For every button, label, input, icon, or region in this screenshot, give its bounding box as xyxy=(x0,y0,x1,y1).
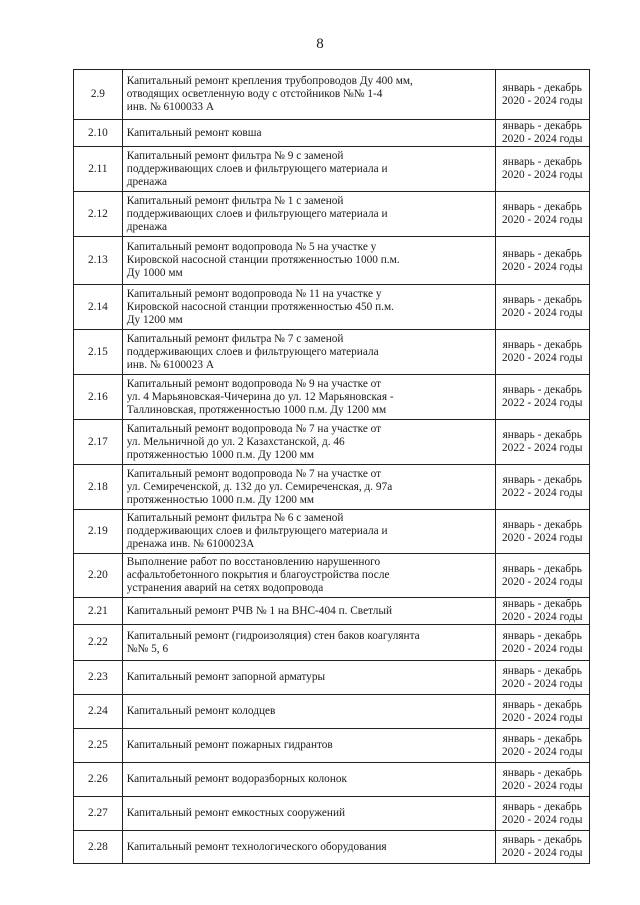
period-months: январь - декабрь xyxy=(502,384,582,396)
period-years: 2020 - 2024 годы xyxy=(502,813,583,826)
table-row xyxy=(74,285,590,330)
description-line: Капитальный ремонт водоразборных колонок xyxy=(126,773,348,785)
description-line: Капитальный ремонт (гидроизоляция) стен баков коагулянта xyxy=(126,629,420,642)
description-line: Капитальный ремонт водопровода № 11 на участке у xyxy=(126,287,382,300)
works-table xyxy=(73,69,590,864)
row-number: 2.13 xyxy=(74,237,123,285)
table-row xyxy=(74,729,590,763)
work-period xyxy=(495,763,590,797)
description-line: инв. № 6100033 А xyxy=(126,101,214,113)
table-row xyxy=(74,420,590,465)
period-months: январь - декабрь xyxy=(502,294,582,306)
work-period xyxy=(495,420,590,465)
table-row xyxy=(74,510,590,554)
description-line: Ду 1000 мм xyxy=(126,267,183,279)
work-description xyxy=(122,147,495,192)
work-description xyxy=(122,375,495,420)
period-months: январь - декабрь xyxy=(502,474,582,486)
table-row xyxy=(74,598,590,625)
period-years: 2020 - 2024 годы xyxy=(502,260,583,273)
table-row xyxy=(74,147,590,192)
description-line: поддерживающих слоев и фильтрующего материала и xyxy=(126,162,388,175)
row-number: 2.24 xyxy=(74,695,123,729)
period-months: январь - декабрь xyxy=(502,120,582,132)
description-line: Капитальный ремонт крепления трубопроводов Ду 400 мм, xyxy=(126,75,413,87)
work-description xyxy=(122,192,495,237)
period-months: январь - декабрь xyxy=(502,664,582,677)
row-number: 2.21 xyxy=(74,598,123,625)
row-number: 2.25 xyxy=(74,729,123,763)
row-number: 2.9 xyxy=(74,70,123,120)
table-row xyxy=(74,465,590,510)
period-years: 2020 - 2024 годы xyxy=(502,677,583,690)
work-period xyxy=(495,330,590,375)
period-years: 2022 - 2024 годы xyxy=(502,487,583,499)
table-row xyxy=(74,375,590,420)
work-description xyxy=(122,70,495,120)
period-years: 2022 - 2024 годы xyxy=(502,442,583,454)
table-row xyxy=(74,625,590,661)
period-years: 2020 - 2024 годы xyxy=(502,169,583,181)
description-line: ул. 4 Марьяновская-Чичерина до ул. 12 Марьяновская - xyxy=(126,390,394,403)
work-period xyxy=(495,598,590,625)
description-line: отводящих осветленную воду с отстойников №№ 1-4 xyxy=(126,88,383,100)
description-line: Капитальный ремонт фильтра № 7 с заменой xyxy=(126,332,344,345)
period-months: январь - декабрь xyxy=(502,629,582,642)
work-period xyxy=(495,661,590,695)
period-years: 2020 - 2024 годы xyxy=(502,531,583,544)
work-period xyxy=(495,831,590,864)
work-description xyxy=(122,831,495,864)
work-period xyxy=(495,192,590,237)
description-line: Капитальный ремонт технологического оборудования xyxy=(126,840,387,853)
description-line: Ду 1200 мм xyxy=(126,313,183,326)
row-number: 2.28 xyxy=(74,831,123,864)
work-description xyxy=(122,510,495,554)
row-number: 2.19 xyxy=(74,510,123,554)
period-months: январь - декабрь xyxy=(502,81,582,94)
description-line: Капитальный ремонт водопровода № 9 на участке от xyxy=(126,377,382,390)
work-period xyxy=(495,465,590,510)
table-row xyxy=(74,237,590,285)
row-number: 2.15 xyxy=(74,330,123,375)
row-number: 2.12 xyxy=(74,192,123,237)
work-description xyxy=(122,598,495,625)
period-years: 2022 - 2024 годы xyxy=(502,397,583,409)
work-period xyxy=(495,729,590,763)
work-period xyxy=(495,554,590,598)
description-line: ул. Семиреченской, д. 132 до ул. Семиреченская, д. 97а xyxy=(126,480,393,493)
description-line: Капитальный ремонт пожарных гидрантов xyxy=(126,739,333,751)
work-description xyxy=(122,763,495,797)
period-years: 2020 - 2024 годы xyxy=(502,745,583,758)
table-row xyxy=(74,661,590,695)
work-period xyxy=(495,797,590,831)
period-months: январь - декабрь xyxy=(502,732,582,745)
description-line: Капитальный ремонт водопровода № 5 на участке у xyxy=(126,241,377,253)
table-row xyxy=(74,695,590,729)
table-row xyxy=(74,120,590,147)
period-years: 2020 - 2024 годы xyxy=(502,94,583,107)
description-line: Выполнение работ по восстановлению нарушенного xyxy=(126,556,381,568)
table-row xyxy=(74,797,590,831)
work-period xyxy=(495,70,590,120)
period-years: 2020 - 2024 годы xyxy=(502,307,583,319)
period-years: 2020 - 2024 годы xyxy=(502,352,583,364)
row-number: 2.11 xyxy=(74,147,123,192)
description-line: Капитальный ремонт емкостных сооружений xyxy=(126,807,346,819)
page-number: 8 xyxy=(316,36,324,52)
table-row xyxy=(74,554,590,598)
work-description xyxy=(122,330,495,375)
period-years: 2020 - 2024 годы xyxy=(502,133,583,145)
table-row xyxy=(74,192,590,237)
description-line: поддерживающих слоев и фильтрующего материала xyxy=(126,345,379,358)
description-line: Капитальный ремонт водопровода № 7 на участке от xyxy=(126,467,382,480)
period-months: январь - декабрь xyxy=(502,800,582,813)
description-line: дренажа инв. № 6100023А xyxy=(126,538,255,550)
period-months: январь - декабрь xyxy=(502,518,582,531)
period-years: 2020 - 2024 годы xyxy=(502,779,583,792)
description-line: ул. Мельничной до ул. 2 Казахстанской, д. 46 xyxy=(126,435,345,448)
work-period xyxy=(495,120,590,147)
description-line: Капитальный ремонт водопровода № 7 на участке от xyxy=(126,422,382,435)
description-line: Кировской насосной станции протяженностью 450 п.м. xyxy=(126,300,394,313)
row-number: 2.27 xyxy=(74,797,123,831)
description-line: асфальтобетонного покрытия и благоустройства после xyxy=(126,569,390,581)
work-period xyxy=(495,625,590,661)
period-months: январь - декабрь xyxy=(502,598,582,610)
row-number: 2.10 xyxy=(74,120,123,147)
description-line: дренажа xyxy=(126,175,168,188)
work-description xyxy=(122,661,495,695)
period-months: январь - декабрь xyxy=(502,698,582,711)
description-line: Таллиновская, протяженностью 1000 п.м. Ду 1200 мм xyxy=(126,403,387,416)
description-line: Капитальный ремонт фильтра № 1 с заменой xyxy=(126,194,344,207)
description-line: инв. № 6100023 А xyxy=(126,358,214,371)
row-number: 2.20 xyxy=(74,554,123,598)
work-description xyxy=(122,465,495,510)
works-table-body xyxy=(74,70,590,864)
table-row xyxy=(74,70,590,120)
period-months: январь - декабрь xyxy=(502,201,582,213)
period-months: январь - декабрь xyxy=(502,339,582,351)
row-number: 2.22 xyxy=(74,625,123,661)
description-line: устранения аварий на сетях водопровода xyxy=(126,582,324,594)
work-description xyxy=(122,695,495,729)
description-line: Капитальный ремонт РЧВ № 1 на ВНС-404 п. Светлый xyxy=(126,604,393,617)
description-line: Капитальный ремонт запорной арматуры xyxy=(126,671,326,683)
description-line: Капитальный ремонт фильтра № 9 с заменой xyxy=(126,149,344,162)
row-number: 2.18 xyxy=(74,465,123,510)
period-months: январь - декабрь xyxy=(502,429,582,441)
period-years: 2020 - 2024 годы xyxy=(502,711,583,724)
period-years: 2020 - 2024 годы xyxy=(502,575,583,588)
period-years: 2020 - 2024 годы xyxy=(502,847,583,859)
work-description xyxy=(122,625,495,661)
description-line: протяженностью 1000 п.м. Ду 1200 мм xyxy=(126,448,314,461)
period-years: 2020 - 2024 годы xyxy=(502,611,583,623)
row-number: 2.16 xyxy=(74,375,123,420)
description-line: №№ 5, 6 xyxy=(126,642,169,655)
work-description xyxy=(122,420,495,465)
description-line: Капитальный ремонт фильтра № 6 с заменой xyxy=(126,512,344,524)
work-description xyxy=(122,285,495,330)
period-years: 2020 - 2024 годы xyxy=(502,214,583,226)
work-period xyxy=(495,695,590,729)
period-months: январь - декабрь xyxy=(502,766,582,779)
row-number: 2.26 xyxy=(74,763,123,797)
period-months: январь - декабрь xyxy=(502,834,582,846)
description-line: дренажа xyxy=(126,220,168,233)
work-period xyxy=(495,375,590,420)
description-line: Капитальный ремонт ковша xyxy=(126,126,262,139)
work-description xyxy=(122,237,495,285)
work-description xyxy=(122,729,495,763)
row-number: 2.17 xyxy=(74,420,123,465)
period-months: январь - декабрь xyxy=(502,562,582,575)
description-line: поддерживающих слоев и фильтрующего материала и xyxy=(126,207,388,220)
work-description xyxy=(122,120,495,147)
table-row xyxy=(74,831,590,864)
period-years: 2020 - 2024 годы xyxy=(502,642,583,655)
description-line: поддерживающих слоев и фильтрующего материала и xyxy=(126,525,388,537)
description-line: Капитальный ремонт колодцев xyxy=(126,705,276,717)
description-line: Кировской насосной станции протяженностью 1000 п.м. xyxy=(126,254,400,266)
work-period xyxy=(495,237,590,285)
period-months: январь - декабрь xyxy=(502,156,582,168)
work-period xyxy=(495,147,590,192)
period-months: январь - декабрь xyxy=(502,247,582,260)
work-description xyxy=(122,554,495,598)
description-line: протяженностью 1000 п.м. Ду 1200 мм xyxy=(126,493,314,506)
table-row xyxy=(74,763,590,797)
row-number: 2.14 xyxy=(74,285,123,330)
work-description xyxy=(122,797,495,831)
work-period xyxy=(495,510,590,554)
table-row xyxy=(74,330,590,375)
row-number: 2.23 xyxy=(74,661,123,695)
work-period xyxy=(495,285,590,330)
